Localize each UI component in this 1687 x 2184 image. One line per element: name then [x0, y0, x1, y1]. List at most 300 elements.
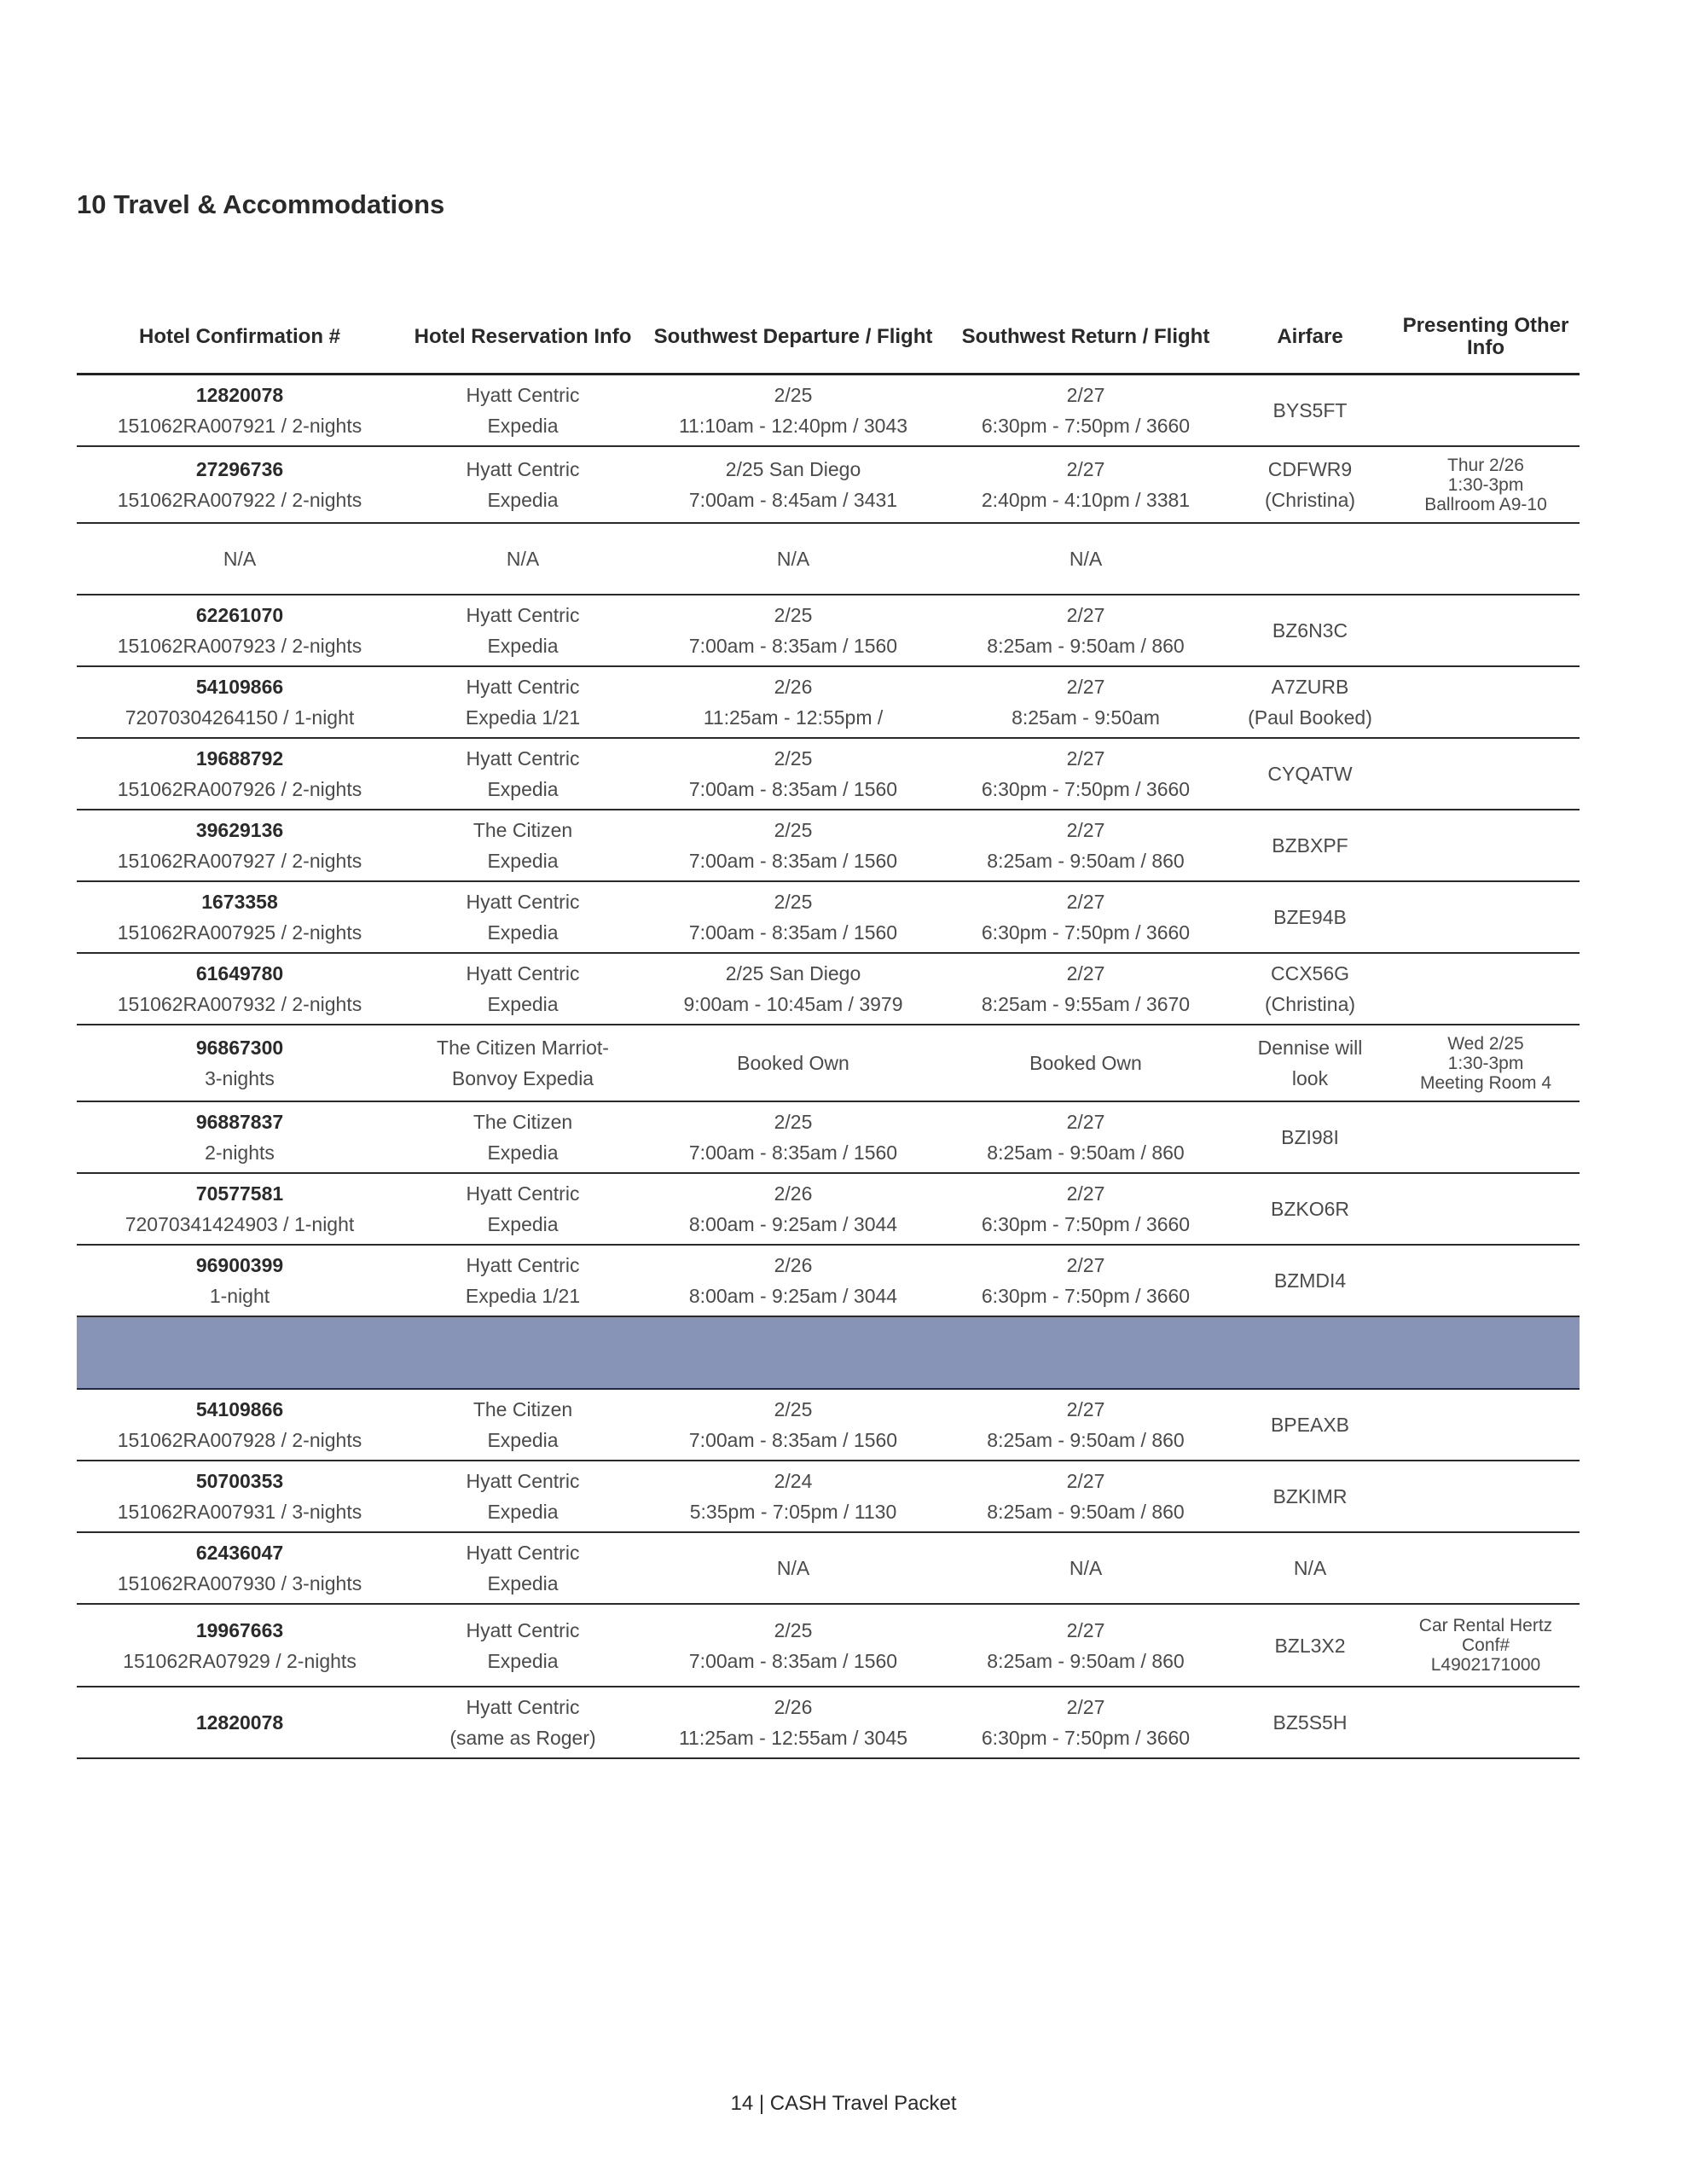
- return-cell: [943, 1101, 1228, 1173]
- other-info-line: Car Rental Hertz: [1418, 1616, 1553, 1635]
- table-row: [77, 1173, 1580, 1245]
- table-row: [77, 595, 1580, 666]
- departure-line: 2/25: [774, 384, 813, 406]
- hotel-info-line: Expedia: [487, 850, 559, 872]
- confirmation-cell: [77, 375, 403, 447]
- airfare-cell: [1228, 1687, 1392, 1758]
- table-row: [77, 375, 1580, 447]
- hotel-info-line: Expedia: [487, 921, 559, 944]
- reservation-detail: 72070341424903 / 1-night: [125, 1213, 355, 1235]
- return-line: 2/27: [1066, 458, 1105, 480]
- other-info-cell: [1392, 1604, 1580, 1687]
- return-line: 8:25am - 9:50am / 860: [987, 1429, 1185, 1451]
- return-line: 6:30pm - 7:50pm / 3660: [981, 415, 1191, 437]
- hotel-info-line: Expedia: [487, 1141, 559, 1164]
- confirmation-cell: [77, 1532, 403, 1604]
- page-title: 10 Travel & Accommodations: [77, 189, 445, 219]
- return-line: 2/27: [1066, 962, 1105, 985]
- return-line: 2/27: [1066, 1182, 1105, 1205]
- return-line: 8:25am - 9:55am / 3670: [981, 993, 1191, 1015]
- return-cell: [943, 1461, 1228, 1532]
- departure-line: 2/25 San Diego: [725, 458, 861, 480]
- other-info-line: L4902171000: [1430, 1655, 1541, 1675]
- other-info-cell: [1392, 738, 1580, 810]
- return-line: 2/27: [1066, 747, 1105, 770]
- airfare-cell: [1228, 595, 1392, 666]
- confirmation-number: 1673358: [201, 891, 278, 913]
- confirmation-cell: [77, 666, 403, 738]
- airfare-cell: [1228, 523, 1392, 595]
- return-line: 2/27: [1066, 1398, 1105, 1420]
- other-info-cell: [1392, 881, 1580, 953]
- hotel-info-line: Expedia: [487, 489, 559, 511]
- airfare-line: look: [1291, 1067, 1329, 1089]
- return-line: 2/27: [1066, 1696, 1105, 1718]
- return-cell: [943, 1604, 1228, 1687]
- airfare-cell: [1228, 1173, 1392, 1245]
- airfare-cell: [1228, 1532, 1392, 1604]
- confirmation-number: 96887837: [195, 1111, 284, 1133]
- airfare-line: BZL3X2: [1274, 1634, 1346, 1657]
- departure-line: 2/25 San Diego: [725, 962, 861, 985]
- return-cell: [943, 1687, 1228, 1758]
- departure-cell: [643, 810, 943, 881]
- hotel-info-line: Expedia: [487, 1572, 559, 1594]
- table-header-row: [77, 305, 1580, 375]
- departure-line: 11:25am - 12:55am / 3045: [678, 1727, 908, 1749]
- confirmation-number: 62261070: [195, 604, 284, 626]
- hotel-info-cell: [403, 523, 643, 595]
- other-info-cell: [1392, 523, 1580, 595]
- confirmation-cell: [77, 1245, 403, 1316]
- other-info-line: Conf#: [1461, 1635, 1510, 1655]
- other-info-cell: [1392, 1461, 1580, 1532]
- header-return: Southwest Return / Flight: [943, 305, 1228, 375]
- return-cell: [943, 881, 1228, 953]
- header-airfare: Airfare: [1228, 305, 1392, 375]
- other-info-line: 1:30-3pm: [1447, 1053, 1524, 1073]
- departure-line: 5:35pm - 7:05pm / 1130: [689, 1501, 897, 1523]
- return-cell: [943, 1173, 1228, 1245]
- header-hotel-reservation: Hotel Reservation Info: [403, 305, 643, 375]
- hotel-info-cell: [403, 1245, 643, 1316]
- return-line: 2/27: [1066, 1470, 1105, 1492]
- table-row: [77, 1604, 1580, 1687]
- return-line: 6:30pm - 7:50pm / 3660: [981, 1213, 1191, 1235]
- reservation-detail: 151062RA007926 / 2-nights: [117, 778, 362, 800]
- departure-line: 8:00am - 9:25am / 3044: [688, 1213, 898, 1235]
- airfare-line: (Christina): [1264, 489, 1356, 511]
- departure-line: 2/25: [774, 747, 813, 770]
- confirmation-number: 96867300: [195, 1037, 284, 1059]
- departure-cell: [643, 375, 943, 447]
- departure-line: 2/24: [774, 1470, 813, 1492]
- header-hotel-confirmation: Hotel Confirmation #: [77, 305, 403, 375]
- departure-cell: [643, 881, 943, 953]
- page-footer: 14 | CASH Travel Packet: [730, 2092, 957, 2115]
- return-line: N/A: [1069, 548, 1103, 570]
- return-cell: [943, 595, 1228, 666]
- airfare-cell: [1228, 666, 1392, 738]
- return-line: 2/27: [1066, 891, 1105, 913]
- departure-cell: [643, 1604, 943, 1687]
- airfare-cell: [1228, 953, 1392, 1025]
- hotel-info-line: Hyatt Centric: [466, 1696, 580, 1718]
- hotel-info-line: Expedia: [487, 1213, 559, 1235]
- confirmation-cell: [77, 1687, 403, 1758]
- hotel-info-line: Hyatt Centric: [466, 1254, 580, 1276]
- band-cell: [643, 1316, 943, 1389]
- confirmation-cell: [77, 1389, 403, 1461]
- airfare-cell: [1228, 1604, 1392, 1687]
- departure-cell: [643, 953, 943, 1025]
- airfare-line: BZMDI4: [1273, 1269, 1347, 1292]
- airfare-line: Dennise will: [1257, 1037, 1363, 1059]
- confirmation-number: 27296736: [195, 458, 284, 480]
- departure-line: 2/25: [774, 1398, 813, 1420]
- hotel-info-cell: [403, 881, 643, 953]
- hotel-info-cell: [403, 738, 643, 810]
- other-info-cell: [1392, 595, 1580, 666]
- return-line: 2:40pm - 4:10pm / 3381: [981, 489, 1191, 511]
- departure-line: 2/26: [774, 676, 813, 698]
- confirmation-cell: [77, 810, 403, 881]
- band-cell: [1392, 1316, 1580, 1389]
- reservation-detail: 151062RA007925 / 2-nights: [117, 921, 362, 944]
- table-row: [77, 446, 1580, 523]
- table-row: [77, 666, 1580, 738]
- reservation-detail: 72070304264150 / 1-night: [125, 706, 355, 729]
- hotel-info-cell: [403, 1101, 643, 1173]
- hotel-info-cell: [403, 953, 643, 1025]
- airfare-line: CYQATW: [1267, 763, 1353, 785]
- hotel-info-line: Hyatt Centric: [466, 676, 580, 698]
- hotel-info-line: Expedia: [487, 635, 559, 657]
- confirmation-cell: [77, 523, 403, 595]
- hotel-info-cell: [403, 1173, 643, 1245]
- return-cell: [943, 666, 1228, 738]
- airfare-line: BZI98I: [1281, 1126, 1339, 1148]
- departure-cell: [643, 595, 943, 666]
- departure-line: 11:25am - 12:55pm /: [703, 706, 884, 729]
- departure-cell: [643, 1389, 943, 1461]
- return-line: 2/27: [1066, 676, 1105, 698]
- departure-line: 2/26: [774, 1182, 813, 1205]
- departure-line: 2/25: [774, 891, 813, 913]
- other-info-cell: [1392, 666, 1580, 738]
- departure-line: N/A: [776, 1557, 810, 1579]
- hotel-info-cell: [403, 595, 643, 666]
- other-info-cell: [1392, 1532, 1580, 1604]
- table-row: [77, 1532, 1580, 1604]
- table-row: [77, 810, 1580, 881]
- other-info-line: Ballroom A9-10: [1424, 494, 1547, 514]
- departure-cell: [643, 446, 943, 523]
- confirmation-cell: [77, 881, 403, 953]
- departure-line: 7:00am - 8:35am / 1560: [688, 921, 898, 944]
- hotel-info-line: Hyatt Centric: [466, 747, 580, 770]
- confirmation-cell: [77, 1604, 403, 1687]
- travel-table: [77, 305, 1580, 1759]
- departure-line: N/A: [776, 548, 810, 570]
- other-info-line: Wed 2/25: [1447, 1033, 1524, 1054]
- hotel-info-line: Expedia: [487, 1501, 559, 1523]
- confirmation-cell: [77, 953, 403, 1025]
- table-row: [77, 1245, 1580, 1316]
- airfare-cell: [1228, 375, 1392, 447]
- hotel-info-cell: [403, 810, 643, 881]
- departure-line: 2/26: [774, 1696, 813, 1718]
- departure-cell: [643, 1101, 943, 1173]
- hotel-info-line: Hyatt Centric: [466, 384, 580, 406]
- band-cell: [943, 1316, 1228, 1389]
- return-line: 2/27: [1066, 1618, 1105, 1641]
- departure-line: 2/25: [774, 819, 813, 841]
- airfare-cell: [1228, 1245, 1392, 1316]
- hotel-info-line: N/A: [506, 548, 540, 570]
- departure-cell: [643, 523, 943, 595]
- airfare-line: BZE94B: [1273, 906, 1347, 928]
- reservation-detail: 151062RA007928 / 2-nights: [117, 1429, 362, 1451]
- confirmation-number: 12820078: [195, 384, 284, 406]
- confirmation-number: 39629136: [195, 819, 284, 841]
- table-separator-band: [77, 1316, 1580, 1389]
- hotel-info-cell: [403, 1461, 643, 1532]
- airfare-line: BPEAXB: [1270, 1414, 1350, 1436]
- confirmation-cell: [77, 738, 403, 810]
- airfare-line: BZ6N3C: [1272, 619, 1348, 642]
- confirmation-number: 70577581: [195, 1182, 284, 1205]
- return-line: 6:30pm - 7:50pm / 3660: [981, 1285, 1191, 1307]
- return-cell: [943, 810, 1228, 881]
- table-row: [77, 1687, 1580, 1758]
- hotel-info-line: Hyatt Centric: [466, 962, 580, 985]
- confirmation-number: 54109866: [195, 1398, 284, 1420]
- return-cell: [943, 1025, 1228, 1101]
- hotel-info-cell: [403, 1389, 643, 1461]
- airfare-line: (Christina): [1264, 993, 1356, 1015]
- hotel-info-line: Hyatt Centric: [466, 458, 580, 480]
- return-line: 6:30pm - 7:50pm / 3660: [981, 778, 1191, 800]
- confirmation-number: 61649780: [195, 962, 284, 985]
- table-row: [77, 1025, 1580, 1101]
- reservation-detail: 1-night: [209, 1285, 270, 1307]
- other-info-cell: [1392, 1025, 1580, 1101]
- airfare-line: (Paul Booked): [1248, 706, 1372, 729]
- departure-line: 9:00am - 10:45am / 3979: [683, 993, 903, 1015]
- return-cell: [943, 1245, 1228, 1316]
- confirmation-number: 96900399: [195, 1254, 284, 1276]
- airfare-cell: [1228, 1101, 1392, 1173]
- table-row: [77, 953, 1580, 1025]
- hotel-info-line: The Citizen: [472, 1111, 573, 1133]
- airfare-cell: [1228, 446, 1392, 523]
- reservation-detail: 2-nights: [205, 1141, 275, 1164]
- return-line: 2/27: [1066, 1111, 1105, 1133]
- hotel-info-line: The Citizen Marriot-: [437, 1037, 609, 1059]
- reservation-detail: 151062RA007932 / 2-nights: [117, 993, 362, 1015]
- return-cell: [943, 953, 1228, 1025]
- departure-line: 7:00am - 8:35am / 1560: [688, 1141, 898, 1164]
- other-info-cell: [1392, 810, 1580, 881]
- other-info-cell: [1392, 446, 1580, 523]
- airfare-cell: [1228, 1025, 1392, 1101]
- departure-line: 7:00am - 8:35am / 1560: [688, 635, 898, 657]
- airfare-line: N/A: [1293, 1557, 1327, 1579]
- other-info-cell: [1392, 1389, 1580, 1461]
- reservation-detail: 3-nights: [205, 1067, 275, 1089]
- reservation-detail: 151062RA007930 / 3-nights: [117, 1572, 362, 1594]
- reservation-detail: 151062RA007922 / 2-nights: [117, 489, 362, 511]
- hotel-info-line: Hyatt Centric: [466, 891, 580, 913]
- airfare-line: BZBXPF: [1272, 834, 1348, 857]
- confirmation-cell: [77, 1101, 403, 1173]
- return-cell: [943, 523, 1228, 595]
- other-info-line: 1:30-3pm: [1447, 474, 1524, 495]
- return-line: Booked Own: [1029, 1052, 1142, 1074]
- hotel-info-cell: [403, 375, 643, 447]
- hotel-info-line: Hyatt Centric: [466, 1470, 580, 1492]
- airfare-cell: [1228, 738, 1392, 810]
- confirmation-cell: [77, 595, 403, 666]
- hotel-info-line: Hyatt Centric: [466, 1542, 580, 1564]
- reservation-detail: 151062RA007931 / 3-nights: [117, 1501, 362, 1523]
- departure-cell: [643, 1687, 943, 1758]
- departure-cell: [643, 1025, 943, 1101]
- departure-line: 7:00am - 8:35am / 1560: [688, 1429, 898, 1451]
- return-line: 2/27: [1066, 384, 1105, 406]
- header-departure: Southwest Departure / Flight: [643, 305, 943, 375]
- departure-line: 11:10am - 12:40pm / 3043: [678, 415, 908, 437]
- return-line: 8:25am - 9:50am / 860: [987, 1501, 1185, 1523]
- band-cell: [77, 1316, 403, 1389]
- confirmation-cell: [77, 1461, 403, 1532]
- table-row: [77, 738, 1580, 810]
- hotel-info-cell: [403, 1687, 643, 1758]
- departure-cell: [643, 1173, 943, 1245]
- hotel-info-cell: [403, 666, 643, 738]
- return-line: N/A: [1069, 1557, 1103, 1579]
- airfare-line: BYS5FT: [1272, 399, 1348, 421]
- reservation-detail: 151062RA07929 / 2-nights: [123, 1649, 357, 1672]
- return-cell: [943, 738, 1228, 810]
- header-other-info: Presenting Other Info: [1392, 305, 1580, 375]
- hotel-info-cell: [403, 1025, 643, 1101]
- return-cell: [943, 446, 1228, 523]
- departure-line: 2/26: [774, 1254, 813, 1276]
- confirmation-number: 62436047: [195, 1542, 284, 1564]
- table-row: [77, 1389, 1580, 1461]
- departure-line: 7:00am - 8:45am / 3431: [688, 489, 898, 511]
- other-info-cell: [1392, 375, 1580, 447]
- reservation-detail: 151062RA007921 / 2-nights: [117, 415, 362, 437]
- confirmation-cell: [77, 1025, 403, 1101]
- hotel-info-line: The Citizen: [472, 1398, 573, 1420]
- hotel-info-line: Expedia 1/21: [465, 1285, 581, 1307]
- departure-line: 8:00am - 9:25am / 3044: [688, 1285, 898, 1307]
- departure-line: 7:00am - 8:35am / 1560: [688, 850, 898, 872]
- departure-line: 2/25: [774, 1111, 813, 1133]
- airfare-line: BZKO6R: [1270, 1198, 1350, 1220]
- hotel-info-line: Hyatt Centric: [466, 1182, 580, 1205]
- hotel-info-line: Expedia: [487, 993, 559, 1015]
- other-info-cell: [1392, 1101, 1580, 1173]
- confirmation-number: 12820078: [195, 1711, 284, 1734]
- airfare-line: CDFWR9: [1267, 458, 1353, 480]
- return-line: 2/27: [1066, 1254, 1105, 1276]
- airfare-line: CCX56G: [1270, 962, 1350, 985]
- hotel-info-line: Bonvoy Expedia: [451, 1067, 594, 1089]
- hotel-info-line: Hyatt Centric: [466, 604, 580, 626]
- departure-line: 2/25: [774, 1618, 813, 1641]
- hotel-info-line: Expedia: [487, 1649, 559, 1672]
- other-info-cell: [1392, 953, 1580, 1025]
- departure-cell: [643, 1245, 943, 1316]
- hotel-info-cell: [403, 1532, 643, 1604]
- hotel-info-line: The Citizen: [472, 819, 573, 841]
- hotel-info-line: Expedia: [487, 415, 559, 437]
- confirmation-number: 54109866: [195, 676, 284, 698]
- departure-cell: [643, 738, 943, 810]
- table-row: [77, 1101, 1580, 1173]
- hotel-info-line: Expedia: [487, 1429, 559, 1451]
- return-cell: [943, 1532, 1228, 1604]
- hotel-info-line: Hyatt Centric: [466, 1618, 580, 1641]
- airfare-line: BZKIMR: [1272, 1485, 1348, 1507]
- return-line: 6:30pm - 7:50pm / 3660: [981, 1727, 1191, 1749]
- airfare-line: BZ5S5H: [1272, 1711, 1348, 1734]
- airfare-line: A7ZURB: [1271, 676, 1349, 698]
- confirmation-number: 19967663: [195, 1618, 284, 1641]
- airfare-cell: [1228, 1389, 1392, 1461]
- confirmation-number: N/A: [223, 548, 257, 570]
- band-cell: [1228, 1316, 1392, 1389]
- other-info-cell: [1392, 1687, 1580, 1758]
- return-line: 8:25am - 9:50am / 860: [987, 1141, 1185, 1164]
- hotel-info-cell: [403, 1604, 643, 1687]
- airfare-cell: [1228, 810, 1392, 881]
- table-row: [77, 881, 1580, 953]
- departure-line: 7:00am - 8:35am / 1560: [688, 1649, 898, 1672]
- departure-cell: [643, 666, 943, 738]
- reservation-detail: 151062RA007923 / 2-nights: [117, 635, 362, 657]
- hotel-info-cell: [403, 446, 643, 523]
- other-info-line: Meeting Room 4: [1419, 1072, 1552, 1093]
- departure-line: Booked Own: [737, 1052, 849, 1074]
- confirmation-number: 19688792: [195, 747, 284, 770]
- return-line: 8:25am - 9:50am / 860: [987, 635, 1185, 657]
- return-cell: [943, 1389, 1228, 1461]
- airfare-cell: [1228, 881, 1392, 953]
- hotel-info-line: Expedia 1/21: [465, 706, 581, 729]
- reservation-detail: 151062RA007927 / 2-nights: [117, 850, 362, 872]
- other-info-cell: [1392, 1173, 1580, 1245]
- band-cell: [403, 1316, 643, 1389]
- confirmation-cell: [77, 446, 403, 523]
- table-row: [77, 523, 1580, 595]
- departure-line: 7:00am - 8:35am / 1560: [688, 778, 898, 800]
- hotel-info-line: Expedia: [487, 778, 559, 800]
- table-row: [77, 1461, 1580, 1532]
- confirmation-cell: [77, 1173, 403, 1245]
- confirmation-number: 50700353: [195, 1470, 284, 1492]
- departure-line: 2/25: [774, 604, 813, 626]
- return-line: 6:30pm - 7:50pm / 3660: [981, 921, 1191, 944]
- return-line: 8:25am - 9:50am / 860: [987, 850, 1185, 872]
- other-info-line: Thur 2/26: [1447, 455, 1524, 475]
- return-line: 8:25am - 9:50am: [1012, 706, 1160, 729]
- other-info-cell: [1392, 1245, 1580, 1316]
